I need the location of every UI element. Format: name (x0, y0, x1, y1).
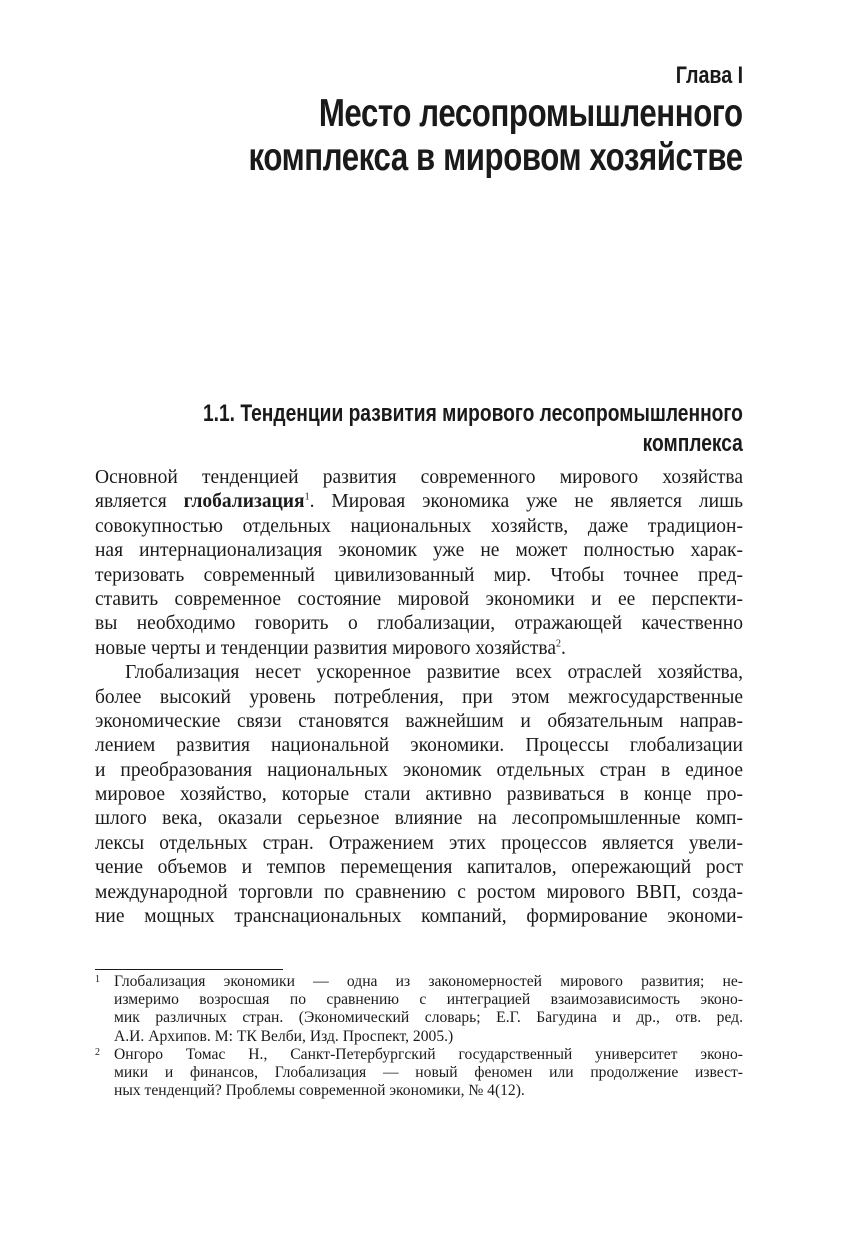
footnote-ref-1[interactable]: 1 (304, 491, 310, 503)
paragraph-line: ная интернационализация экономик уже не может полностью харак- (95, 540, 743, 562)
section-title-line: 1.1. Тенденции развития мирового лесопромышленного (203, 400, 743, 427)
paragraph-line: шлого века, оказали серьезное влияние на лесопромышленные комп- (95, 808, 743, 830)
paragraph-line: Основной тенденцией развития современного мирового хозяйства (95, 467, 743, 488)
footnote-line: мики и финансов, Глобализация — новый феномен или продолжение извест- (114, 1063, 743, 1081)
paragraph-line (95, 637, 743, 661)
paragraph-line: более высокий уровень потребления, при этом межгосударственные (95, 686, 743, 708)
footnote-line: А.И. Архипов. М: ТК Велби, Изд. Проспект, 2005.) (114, 1027, 454, 1045)
footnote-line: мик различных стран. (Экономический словарь; Е.Г. Багудина и др., отв. ред. (114, 1009, 743, 1027)
footnote-mark: 2 (95, 1046, 100, 1058)
paragraph-line: экономические связи становятся важнейшим и обязательным направ- (95, 710, 743, 732)
footnote-line: Глобализация экономики — одна из закономерностей мирового развития; не- (114, 973, 743, 990)
text-run: . Мировая экономика уже не является лишь (309, 491, 743, 513)
text-run: является (95, 491, 184, 513)
footnote-mark: 1 (95, 974, 100, 985)
footnote-1 (95, 973, 743, 1046)
paragraph-line: Глобализация несет ускоренное развитие всех отраслей хозяйства, (125, 662, 743, 684)
chapter-label: Глава I (675, 62, 743, 89)
paragraph-line: международной торговли по сравнению с ростом мирового ВВП, созда- (95, 881, 743, 903)
paragraph-line: вы необходимо говорить о глобализации, отражающей качественно (95, 613, 743, 635)
term-globalization: глобализация (183, 491, 305, 513)
chapter-title-line: комплекса в мировом хозяйстве (248, 136, 743, 179)
footnote-line: ных тенденций? Проблемы современной экономики, № 4(12). (114, 1082, 525, 1100)
paragraph-line: совокупностью отдельных национальных хозяйств, даже традицион- (95, 515, 743, 537)
chapter-title-line: Место лесопромышленного (319, 92, 743, 135)
footnote-2 (95, 1046, 743, 1101)
paragraph-line: ние мощных транснациональных компаний, формирование экономи- (95, 906, 743, 928)
text-run: . (561, 637, 566, 659)
text-run: новые черты и тенденции развития мирового хозяйства (95, 637, 557, 659)
section-title (203, 399, 743, 459)
paragraph-line: теризовать современный цивилизованный мир. Чтобы точнее пред- (95, 564, 743, 586)
paragraph-line: и преобразования национальных экономик отдельных стран в единое (95, 759, 743, 781)
paragraph-line: лексы отдельных стран. Отражением этих процессов является увели- (95, 832, 743, 854)
footnote-line: измеримо возросшая по сравнению с интеграцией взаимозависимость эконо- (114, 991, 743, 1009)
footnote-line: Онгоро Томас Н., Санкт-Петербургский государственный университет эконо- (114, 1045, 743, 1063)
section-title-line: комплекса (642, 430, 743, 457)
chapter-title (249, 92, 743, 180)
paragraph-line: лением развития национальной экономики. Процессы глобализации (95, 735, 743, 757)
paragraph-line: ставить современное состояние мировой экономики и ее перспекти- (95, 588, 743, 610)
footnote-ref-2[interactable]: 2 (556, 638, 562, 650)
paragraph-line: мировое хозяйство, которые стали активно развиваться в конце про- (95, 784, 743, 806)
body-text (95, 466, 743, 929)
footnote-divider (95, 969, 283, 970)
footnotes (95, 973, 743, 1100)
paragraph-line: чение объемов и темпов перемещения капиталов, опережающий рост (95, 857, 743, 879)
paragraph-line (95, 490, 743, 514)
